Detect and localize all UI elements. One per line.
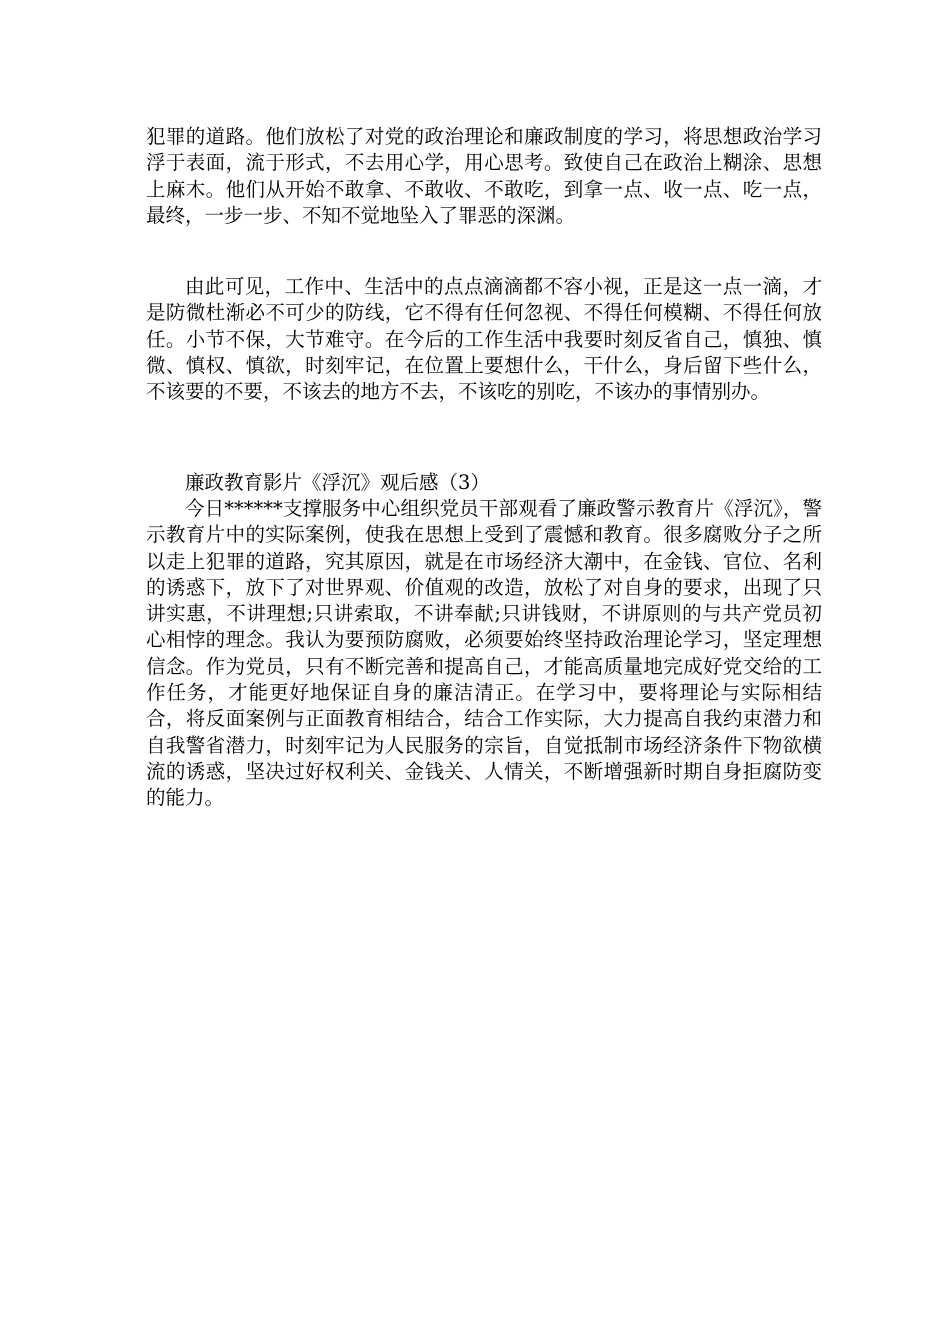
section-body: 今日******支撑服务中心组织党员干部观看了廉政警示教育片《浮沉》，警示教育片中的实际案例，使我在思想上受到了震憾和教育。很多腐败分子之所以走上犯罪的道路，究其原因，就是在市场经济大潮中，在金钱、官位、名利的诱惑下，放下了对世界观、价值观的改造，放松了对自身的要求，出现了只讲实惠，不讲理想;只讲索取，不讲奉献;只讲钱财，不讲原则的与共产党员初心相悖的理念。我认为要预防腐败，必须要始终坚持政治理论学习，坚定理想信念。作为党员，只有不断完善和提高自己，才能高质量地完成好党交给的工作任务，才能更好地保证自身的廉洁清正。在学习中，要将理论与实际相结合，将反面案例与正面教育相结合，结合工作实际，大力提高自我约束潜力和自我警省潜力，时刻牢记为人民服务的宗旨，自觉抵制市场经济条件下物欲横流的诱惑，坚决过好权利关、金钱关、人情关，不断增强新时期自身拒腐防变的能力。 (146, 497, 822, 810)
paragraph-continued: 犯罪的道路。他们放松了对党的政治理论和廉政制度的学习，将思想政治学习浮于表面，流于形式，不去用心学，用心思考。致使自己在政治上糊涂、思想上麻木。他们从开始不敢拿、不敢收、不敢吃，到拿一点、收一点、吃一点，最终，一步一步、不知不觉地坠入了罪恶的深渊。 (146, 125, 822, 227)
paragraph-conclusion: 由此可见，工作中、生活中的点点滴滴都不容小视，正是这一点一滴，才是防微杜渐必不可少的防线，它不得有任何忽视、不得任何模糊、不得任何放任。小节不保，大节难守。在今后的工作生活中我要时刻反省自己，慎独、慎微、慎权、慎欲，时刻牢记，在位置上要想什么，干什么，身后留下些什么，不该要的不要，不该去的地方不去，不该吃的别吃，不该办的事情别办。 (146, 275, 822, 404)
section-title: 廉政教育影片《浮沉》观后感（3） (185, 471, 490, 494)
